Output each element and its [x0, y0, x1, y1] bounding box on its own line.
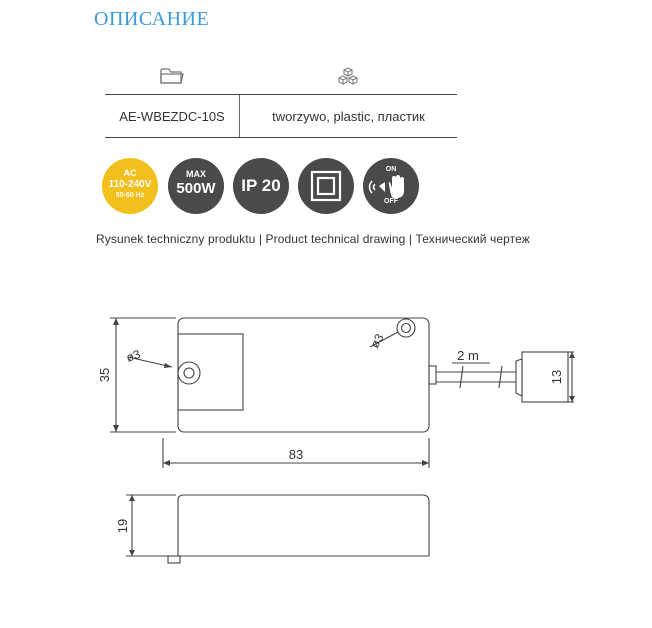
dim-plug-label: 13 [549, 369, 564, 385]
off-label: OFF [384, 198, 398, 205]
cable-break-1 [460, 366, 463, 388]
dim-left-hole-label: ø3 [124, 346, 143, 365]
dim-length-label: 83 [288, 447, 304, 462]
max-label: MAX [186, 169, 206, 179]
top-view-inner-block [178, 334, 243, 410]
on-label: ON [385, 166, 397, 173]
dim-cable-label: 2 m [457, 348, 479, 363]
ac-label: AC [123, 168, 137, 178]
right-mount-hole-inner [402, 324, 411, 333]
side-view-foot [168, 556, 180, 563]
page-title: ОПИСАНИЕ [94, 8, 210, 30]
side-view-body [178, 495, 429, 556]
max-power: 500W [176, 180, 216, 197]
dim-thickness-label: 19 [115, 518, 130, 534]
plug-neck [516, 359, 522, 396]
right-mount-hole [397, 319, 415, 337]
dim-height-label: 35 [97, 367, 112, 383]
ac-voltage: 110-240V [108, 179, 152, 190]
left-mount-hole [178, 362, 200, 384]
cable-exit [429, 366, 436, 384]
left-mount-hole-inner [184, 368, 194, 378]
drawing-caption: Rysunek techniczny produktu | Product technical drawing | Технический чертеж [96, 232, 530, 246]
material-value: tworzywo, plastic, пластик [239, 95, 457, 137]
dim-right-hole-label: ø3 [367, 331, 387, 351]
cable-break-2 [499, 366, 502, 388]
ip-label: IP 20 [241, 176, 281, 195]
model-value: AE-WBEZDC-10S [119, 108, 225, 124]
ac-frequency: 50-60 Hz [115, 192, 145, 199]
